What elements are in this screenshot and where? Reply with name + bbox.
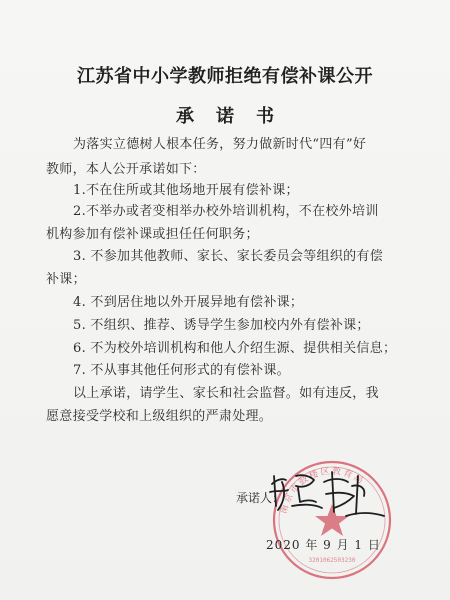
svg-text:3201062503230: 3201062503230 — [308, 557, 356, 564]
closing-line-2: 愿意接受学校和上级组织的严肃处理。 — [46, 409, 273, 424]
svg-text:南京市鼓楼区教育局: 南京市鼓楼区教育局 — [279, 466, 367, 515]
document-title: 江苏省中小学教师拒绝有偿补课公开 — [77, 66, 373, 87]
pledge-item-7: 7. 不从事其他任何形式的有偿补课。 — [73, 363, 290, 378]
pledge-item-3-cont: 补课； — [46, 272, 86, 287]
signer-label: 承诺人： — [236, 491, 285, 505]
body-line-1: 为落实立德树人根本任务，努力做新时代“四有”好 — [73, 137, 367, 152]
pledge-item-5: 5. 不组织、推荐、诱导学生参加校内外有偿补课； — [73, 318, 370, 333]
document-subtitle: 承诺书 — [176, 106, 296, 127]
handwritten-signature — [262, 462, 392, 522]
pledge-item-6: 6. 不为校外培训机构和他人介绍生源、提供相关信息； — [73, 341, 397, 356]
pledge-item-2-cont: 机构参加有偿补课或担任任何职务； — [46, 227, 259, 242]
closing-line-1: 以上承诺，请学生、家长和社会监督。如有违反，我 — [73, 386, 379, 401]
body-line-2: 教师，本人公开承诺如下： — [46, 162, 206, 177]
pledge-item-1: 1.不在住所或其他场地开展有偿补课； — [73, 183, 299, 198]
signing-date: 2020 年 9 月 1 日 — [266, 538, 381, 552]
pledge-item-4: 4. 不到居住地以外开展异地有偿补课； — [73, 295, 304, 310]
pledge-item-2: 2.不举办或者变相举办校外培训机构，不在校外培训 — [73, 204, 379, 219]
pledge-item-3: 3. 不参加其他教师、家长、家长委员会等组织的有偿 — [73, 249, 384, 264]
